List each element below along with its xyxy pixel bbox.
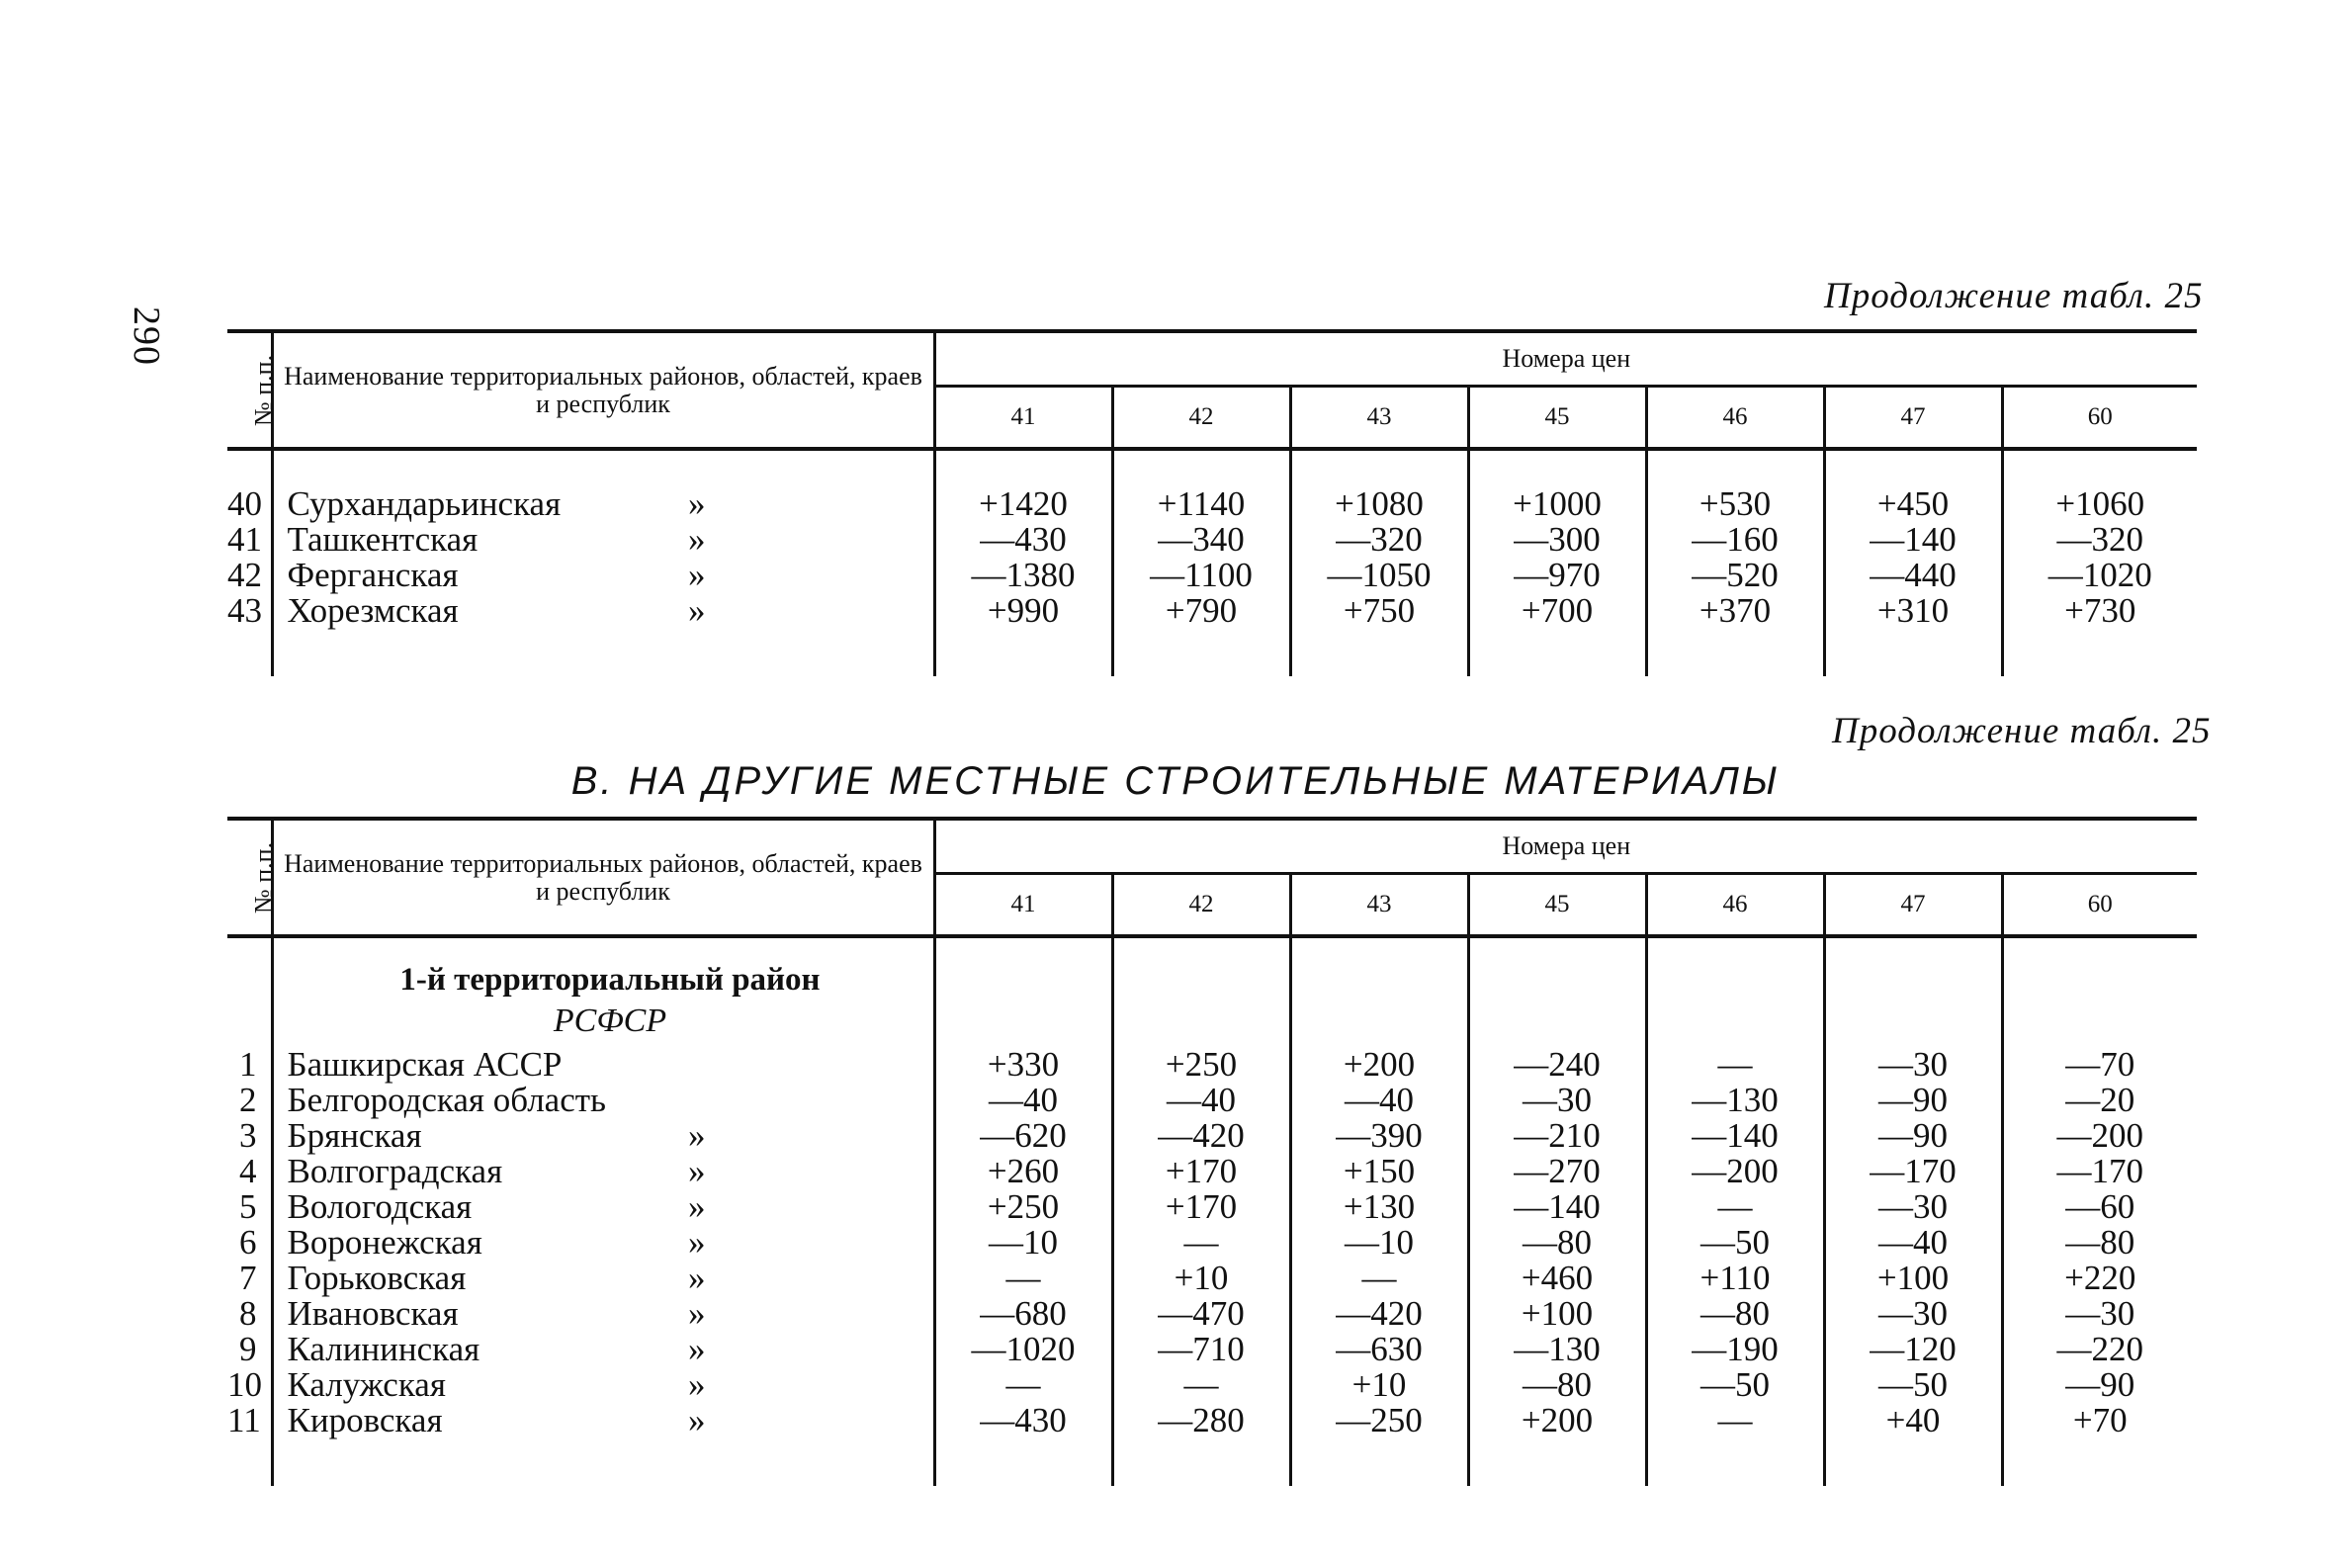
header-code-45: 45 — [1468, 387, 1646, 450]
republic-title: РСФСР — [272, 1003, 934, 1047]
price-value-41: — — [934, 1261, 1112, 1296]
region-name: Калужская — [287, 1365, 446, 1404]
price-value-42: —280 — [1112, 1403, 1290, 1438]
header-code-60: 60 — [2087, 403, 2113, 430]
region-name: Кировская — [287, 1401, 443, 1439]
row-number: 5 — [239, 1187, 257, 1226]
district-title: 1-й территориальный район — [272, 936, 934, 1003]
price-value-60: +730 — [2064, 591, 2136, 630]
region-name: Сурхандарьинская — [287, 484, 562, 523]
table-row — [227, 593, 2197, 629]
price-value-46: +530 — [1646, 449, 1824, 522]
ditto-mark: » — [688, 1294, 706, 1333]
header-code-41: 41 — [934, 874, 1112, 937]
price-value-45: —300 — [1468, 522, 1646, 558]
table1-body — [227, 449, 2197, 676]
region-name-cell — [272, 522, 934, 558]
header-code-43: 43 — [1290, 387, 1468, 450]
region-name: Ферганская — [287, 556, 459, 594]
price-value-45: —210 — [1468, 1118, 1646, 1154]
region-name: Башкирская АССР — [287, 1045, 563, 1084]
price-value-46: —190 — [1646, 1332, 1824, 1367]
table-row — [227, 1154, 2197, 1189]
row-number: 43 — [227, 591, 262, 630]
price-value-43: +130 — [1290, 1189, 1468, 1225]
price-value-42: —40 — [1112, 1083, 1290, 1118]
price-value-60: —320 — [2056, 520, 2144, 559]
region-name-cell — [272, 1083, 934, 1118]
region-name-cell — [272, 558, 934, 593]
header-code-60: 60 — [2087, 891, 2113, 917]
price-value-46: +110 — [1646, 1261, 1824, 1296]
table1-continuation-title: Продолжение табл. 25 — [1824, 276, 2204, 316]
price-value-46: —200 — [1646, 1154, 1824, 1189]
price-value-43: +150 — [1290, 1154, 1468, 1189]
price-value-47: —40 — [1824, 1225, 2002, 1261]
price-value-41: —1020 — [934, 1332, 1112, 1367]
price-value-42: +170 — [1112, 1189, 1290, 1225]
table-row — [227, 1296, 2197, 1332]
header-number: № п.п. — [227, 819, 272, 936]
ditto-mark: » — [688, 520, 706, 559]
price-value-60: —1020 — [2047, 556, 2152, 594]
price-value-46: — — [1646, 1189, 1824, 1225]
row-number: 3 — [239, 1116, 257, 1155]
price-value-42: —1100 — [1112, 558, 1290, 593]
price-value-47: —50 — [1824, 1367, 2002, 1403]
header-price-numbers: Номера цен — [934, 819, 2197, 874]
price-value-41: —430 — [934, 1403, 1112, 1438]
table-row — [227, 522, 2197, 558]
region-name: Волгоградская — [287, 1152, 503, 1190]
table-row — [227, 1225, 2197, 1261]
row-number: 10 — [227, 1365, 262, 1404]
price-value-60: —70 — [2065, 1045, 2135, 1084]
price-value-41: +250 — [934, 1189, 1112, 1225]
header-code-42: 42 — [1112, 387, 1290, 450]
ditto-mark: » — [688, 1401, 706, 1439]
price-value-45: —270 — [1468, 1154, 1646, 1189]
price-value-47: +40 — [1824, 1403, 2002, 1438]
price-value-41: +330 — [934, 1047, 1112, 1083]
price-value-43: +750 — [1290, 593, 1468, 629]
price-value-41: +260 — [934, 1154, 1112, 1189]
price-value-43: — — [1290, 1261, 1468, 1296]
table-row — [227, 1047, 2197, 1083]
price-value-60: +70 — [2072, 1401, 2128, 1439]
price-value-41: —10 — [934, 1225, 1112, 1261]
ditto-mark: » — [688, 591, 706, 630]
price-value-60: —60 — [2065, 1187, 2135, 1226]
price-value-42: +10 — [1112, 1261, 1290, 1296]
price-value-43: —10 — [1290, 1225, 1468, 1261]
region-name-cell — [272, 1047, 934, 1083]
region-name: Ивановская — [287, 1294, 459, 1333]
region-name: Хорезмская — [287, 591, 459, 630]
region-name-cell — [272, 1118, 934, 1154]
price-value-43: —40 — [1290, 1083, 1468, 1118]
price-value-41: —430 — [934, 522, 1112, 558]
header-code-47: 47 — [1824, 387, 2002, 450]
table2-continuation-title: Продолжение табл. 25 — [1832, 711, 2212, 751]
page-number: 290 — [126, 306, 167, 366]
price-value-46: —160 — [1646, 522, 1824, 558]
price-value-43: —420 — [1290, 1296, 1468, 1332]
price-value-60: +220 — [2064, 1259, 2136, 1297]
region-name-cell — [272, 1261, 934, 1296]
ditto-mark: » — [688, 1330, 706, 1368]
region-name-cell — [272, 593, 934, 629]
price-value-43: —250 — [1290, 1403, 1468, 1438]
row-number: 42 — [227, 556, 262, 594]
table-row — [227, 1189, 2197, 1225]
region-name-cell — [272, 1403, 934, 1438]
row-number: 1 — [239, 1045, 257, 1084]
ditto-mark: » — [688, 1187, 706, 1226]
price-value-42: —420 — [1112, 1118, 1290, 1154]
price-value-46: —140 — [1646, 1118, 1824, 1154]
price-value-47: —30 — [1824, 1047, 2002, 1083]
price-value-45: —970 — [1468, 558, 1646, 593]
price-value-43: —390 — [1290, 1118, 1468, 1154]
row-number: 41 — [227, 520, 262, 559]
price-value-43: —1050 — [1290, 558, 1468, 593]
table-row — [227, 1367, 2197, 1403]
row-number: 4 — [239, 1152, 257, 1190]
price-value-46: — — [1646, 1047, 1824, 1083]
price-value-42: — — [1112, 1225, 1290, 1261]
price-value-41: +990 — [934, 593, 1112, 629]
price-value-45: +1000 — [1468, 449, 1646, 522]
region-name: Ташкентская — [287, 520, 479, 559]
price-value-43: +10 — [1290, 1367, 1468, 1403]
price-value-42: — — [1112, 1367, 1290, 1403]
price-value-47: —90 — [1824, 1118, 2002, 1154]
price-value-47: —170 — [1824, 1154, 2002, 1189]
price-value-46: —520 — [1646, 558, 1824, 593]
ditto-mark: » — [688, 556, 706, 594]
price-value-41: +1420 — [934, 449, 1112, 522]
region-name: Брянская — [287, 1116, 422, 1155]
price-value-42: +250 — [1112, 1047, 1290, 1083]
region-name: Воронежская — [287, 1223, 482, 1262]
ditto-mark: » — [688, 484, 706, 523]
table1 — [227, 329, 2197, 676]
price-value-47: —30 — [1824, 1296, 2002, 1332]
price-value-60: —200 — [2056, 1116, 2144, 1155]
row-number: 6 — [239, 1223, 257, 1262]
price-value-43: +200 — [1290, 1047, 1468, 1083]
header-code-45: 45 — [1468, 874, 1646, 937]
price-value-60: —170 — [2056, 1152, 2144, 1190]
table-row — [227, 1332, 2197, 1367]
price-value-45: +460 — [1468, 1261, 1646, 1296]
price-value-41: —620 — [934, 1118, 1112, 1154]
table-row — [227, 1403, 2197, 1438]
price-value-46: —50 — [1646, 1367, 1824, 1403]
price-value-41: —1380 — [934, 558, 1112, 593]
price-value-41: —680 — [934, 1296, 1112, 1332]
table-row — [227, 1083, 2197, 1118]
ditto-mark: » — [688, 1365, 706, 1404]
price-value-45: —80 — [1468, 1367, 1646, 1403]
table-row — [227, 1118, 2197, 1154]
price-value-60: —20 — [2065, 1081, 2135, 1119]
header-code-41: 41 — [934, 387, 1112, 450]
row-number: 9 — [239, 1330, 257, 1368]
price-value-60: —30 — [2065, 1294, 2135, 1333]
price-value-47: —90 — [1824, 1083, 2002, 1118]
ditto-mark: » — [688, 1259, 706, 1297]
price-value-43: +1080 — [1290, 449, 1468, 522]
price-value-47: —440 — [1824, 558, 2002, 593]
price-value-47: +310 — [1824, 593, 2002, 629]
ditto-mark: » — [688, 1116, 706, 1155]
price-value-45: —130 — [1468, 1332, 1646, 1367]
price-value-45: +100 — [1468, 1296, 1646, 1332]
price-value-60: —80 — [2065, 1223, 2135, 1262]
region-name-cell — [272, 1296, 934, 1332]
price-value-42: —710 — [1112, 1332, 1290, 1367]
region-name: Калининская — [287, 1330, 480, 1368]
ditto-mark: » — [688, 1223, 706, 1262]
header-code-46: 46 — [1646, 387, 1824, 450]
price-value-46: +370 — [1646, 593, 1824, 629]
price-value-47: —30 — [1824, 1189, 2002, 1225]
price-value-46: —50 — [1646, 1225, 1824, 1261]
price-value-60: —90 — [2065, 1365, 2135, 1404]
price-value-43: —630 — [1290, 1332, 1468, 1367]
region-name-cell — [272, 1154, 934, 1189]
region-name: Белгородская область — [287, 1081, 607, 1119]
price-value-47: —140 — [1824, 522, 2002, 558]
ditto-mark: » — [688, 1152, 706, 1190]
region-name: Горьковская — [287, 1259, 467, 1297]
region-name-cell — [272, 449, 934, 522]
price-value-41: — — [934, 1367, 1112, 1403]
header-code-47: 47 — [1824, 874, 2002, 937]
price-value-42: —340 — [1112, 522, 1290, 558]
header-region-name: Наименование территориальных районов, областей, краев и республик — [272, 331, 934, 449]
row-number: 7 — [239, 1259, 257, 1297]
price-value-43: —320 — [1290, 522, 1468, 558]
table-row — [227, 449, 2197, 522]
price-value-42: +170 — [1112, 1154, 1290, 1189]
section-title: В. НА ДРУГИЕ МЕСТНЫЕ СТРОИТЕЛЬНЫЕ МАТЕРИАЛЫ — [570, 759, 1781, 803]
row-number: 11 — [227, 1401, 261, 1439]
region-name-cell — [272, 1367, 934, 1403]
price-value-45: —140 — [1468, 1189, 1646, 1225]
price-value-45: —80 — [1468, 1225, 1646, 1261]
price-value-42: —470 — [1112, 1296, 1290, 1332]
header-number: № п.п. — [227, 331, 272, 449]
price-value-45: —30 — [1468, 1083, 1646, 1118]
header-code-42: 42 — [1112, 874, 1290, 937]
region-name-cell — [272, 1189, 934, 1225]
table-row — [227, 1261, 2197, 1296]
price-value-47: +450 — [1824, 449, 2002, 522]
price-value-47: +100 — [1824, 1261, 2002, 1296]
price-value-45: +200 — [1468, 1403, 1646, 1438]
region-name-cell — [272, 1332, 934, 1367]
price-value-46: —130 — [1646, 1083, 1824, 1118]
header-code-43: 43 — [1290, 874, 1468, 937]
price-value-42: +1140 — [1112, 449, 1290, 522]
table-row — [227, 558, 2197, 593]
price-value-45: —240 — [1468, 1047, 1646, 1083]
price-value-46: — — [1646, 1403, 1824, 1438]
row-number: 2 — [239, 1081, 257, 1119]
region-name-cell — [272, 1225, 934, 1261]
row-number: 8 — [239, 1294, 257, 1333]
header-price-numbers: Номера цен — [934, 331, 2197, 387]
price-value-41: —40 — [934, 1083, 1112, 1118]
price-value-42: +790 — [1112, 593, 1290, 629]
table2 — [227, 817, 2197, 1486]
row-number: 40 — [227, 484, 262, 523]
header-region-name: Наименование территориальных районов, областей, краев и республик — [272, 819, 934, 936]
price-value-45: +700 — [1468, 593, 1646, 629]
price-value-46: —80 — [1646, 1296, 1824, 1332]
table2-body — [227, 936, 2197, 1486]
header-code-46: 46 — [1646, 874, 1824, 937]
price-value-60: +1060 — [2055, 484, 2145, 523]
price-value-47: —120 — [1824, 1332, 2002, 1367]
price-value-60: —220 — [2056, 1330, 2144, 1368]
region-name: Вологодская — [287, 1187, 473, 1226]
